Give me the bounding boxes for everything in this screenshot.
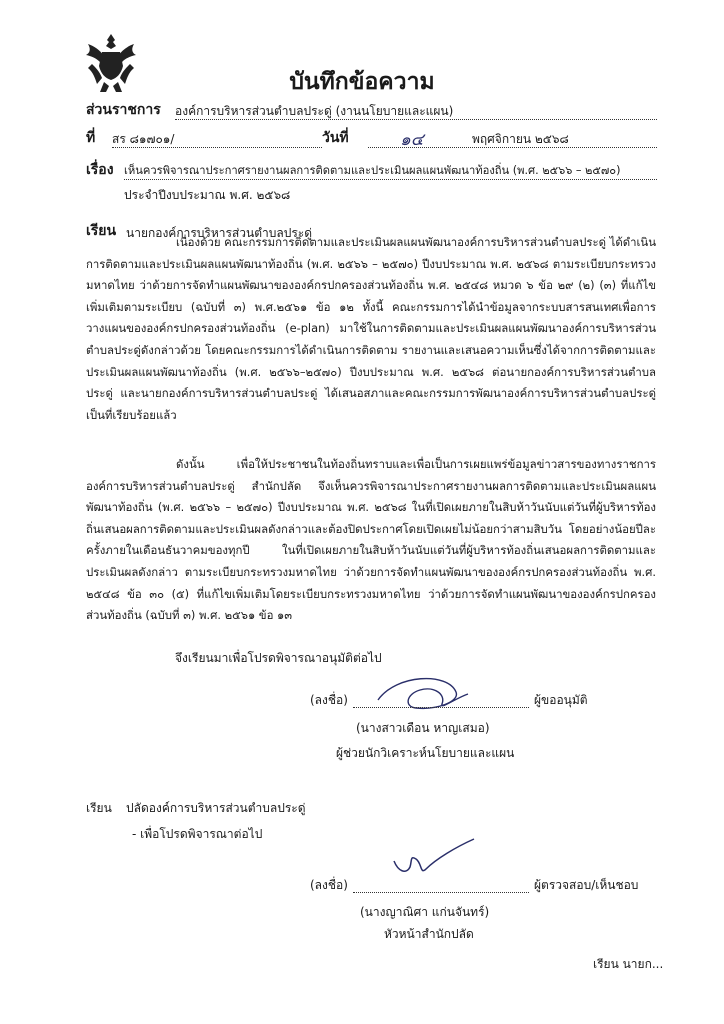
footer-continuation: เรียน นายก... (593, 957, 664, 971)
page-title: บันทึกข้อความ (289, 69, 435, 95)
ref-label: ที่ (86, 130, 96, 146)
sig2-prefix: (ลงชื่อ) (310, 878, 348, 892)
closing-line: จึงเรียนมาเพื่อโปรดพิจารณาอนุมัติต่อไป (175, 651, 382, 665)
subject-line-2: ประจำปีงบประมาณ พ.ศ. ๒๕๖๘ (124, 188, 291, 202)
sig1-prefix: (ลงชื่อ) (310, 693, 348, 707)
ref-value: สร ๘๑๗๐๑/ (112, 131, 322, 148)
sig2-suffix: ผู้ตรวจสอบ/เห็นชอบ (534, 878, 639, 892)
body-paragraph-2: ดังนั้น เพื่อให้ประชาชนในท้องถิ่นทราบและเพื่อเป็นการเผยแพร่ข้อมูลข่าวสารของทางราชการ องค์การบริหารส่วนตำบลประดู่ สำนักปลัด จึงเห็นควรพิจารณาประกาศรายงานผลการติดตามและประเมินผลแผนพัฒนาท้องถิ่น (พ.ศ. ๒๕๖๖ – ๒๕๗๐) ปีงบประมาณ พ.ศ. ๒๕๖๘ ในที่เปิดเผยภายในสิบห้าวันนับแต่วันที่ผู้บริหารท้องถิ่นเสนอผลการติดตามและประเมินผลดังกล่าวและต้องปิดประกาศโดยเปิดเผยไม่น้อยกว่าสามสิบวัน โดยอย่างน้อยปีละครั้งภายในเดือนธันวาคมของทุกปี ในที่เปิดเผยภายในสิบห้าวันนับแต่วันที่ผู้บริหารท้องถิ่นเสนอผลการติดตามและประเมินผลดังกล่าว ตามระเบียบกระทรวงมหาดไทย ว่าด้วยการจัดทำแผนพัฒนาขององค์กรปกครองส่วนท้องถิ่น พ.ศ. ๒๕๔๘ ข้อ ๓๐ (๕) ที่แก้ไขเพิ่มเติมโดยระเบียบกระทรวงมหาดไทย ว่าด้วยการจัดทำแผนพัฒนาขององค์กรปกครองส่วนท้องถิ่น (ฉบับที่ ๓) พ.ศ. ๒๕๖๑ ข้อ ๑๓ (86, 457, 656, 623)
sig2-position: หัวหน้าสำนักปลัด (384, 927, 474, 941)
subject-label: เรื่อง (86, 162, 114, 178)
sig2-line (353, 877, 529, 893)
sig1-suffix: ผู้ขออนุมัติ (534, 693, 588, 707)
date-day: ๑๔ (400, 130, 424, 150)
second-salutation-value: ปลัดองค์การบริหารส่วนตำบลประดู่ (126, 801, 306, 815)
department-value: องค์การบริหารส่วนตำบลประดู่ (งานนโยบายและแผน) (175, 103, 657, 120)
sig2-name: (นางญาณิศา แก่นจันทร์) (360, 905, 490, 919)
sig1-position: ผู้ช่วยนักวิเคราะห์นโยบายและแผน (336, 746, 515, 760)
second-salutation-label: เรียน (86, 801, 112, 815)
date-month-year: พฤศจิกายน ๒๕๖๘ (472, 132, 569, 146)
sig1-line (353, 692, 529, 708)
second-note: - เพื่อโปรดพิจารณาต่อไป (132, 827, 263, 841)
sig1-name: (นางสาวเดือน หาญเสมอ) (356, 721, 490, 735)
department-label: ส่วนราชการ (86, 102, 161, 118)
subject-line-1: เห็นควรพิจารณาประกาศรายงานผลการติดตามและประเมินผลแผนพัฒนาท้องถิ่น (พ.ศ. ๒๕๖๖ – ๒๕๗๐) (124, 163, 657, 180)
salutation-label: เรียน (86, 223, 117, 239)
body-paragraph-1: เนื่องด้วย คณะกรรมการติดตามและประเมินผลแผนพัฒนาองค์การบริหารส่วนตำบลประดู่ ได้ดำเนินการติดตามและประเมินผลแผนพัฒนาท้องถิ่น (พ.ศ. ๒๕๖๖ – ๒๕๗๐) ปีงบประมาณ พ.ศ. ๒๕๖๘ ตามระเบียบกระทรวงมหาดไทย ว่าด้วยการจัดทำแผนพัฒนาขององค์กรปกครองส่วนท้องถิ่น พ.ศ. ๒๕๔๘ หมวด ๖ ข้อ ๒๙ (๒) (๓) ที่แก้ไขเพิ่มเติมตามระเบียบ (ฉบับที่ ๓) พ.ศ.๒๕๖๑ ข้อ ๑๒ ทั้งนี้ คณะกรรมการได้นำข้อมูลจากระบบสารสนเทศเพื่อการวางแผนขององค์กรปกครองส่วนท้องถิ่น (e-plan) มาใช้ในการติดตามและประเมินผลแผนพัฒนาองค์การบริหารส่วนตำบลประดู่ดังกล่าวด้วย โดยคณะกรรมการได้ดำเนินการติดตาม รายงานและเสนอความเห็นซึ่งได้จากการติดตามและประเมินผลแผนพัฒนาท้องถิ่น (พ.ศ. ๒๕๖๖–๒๕๗๐) ปีงบประมาณ พ.ศ. ๒๕๖๘ ต่อนายกองค์การบริหารส่วนตำบลประดู่ และนายกองค์การบริหารส่วนตำบลประดู่ ได้เสนอสภาและคณะกรรมการพัฒนาองค์การบริหารส่วนตำบลประดู่ เป็นที่เรียบร้อยแล้ว (86, 235, 656, 422)
salutation-value: นายกองค์การบริหารส่วนตำบลประดู่ (126, 226, 313, 240)
date-label: วันที่ (322, 130, 349, 146)
